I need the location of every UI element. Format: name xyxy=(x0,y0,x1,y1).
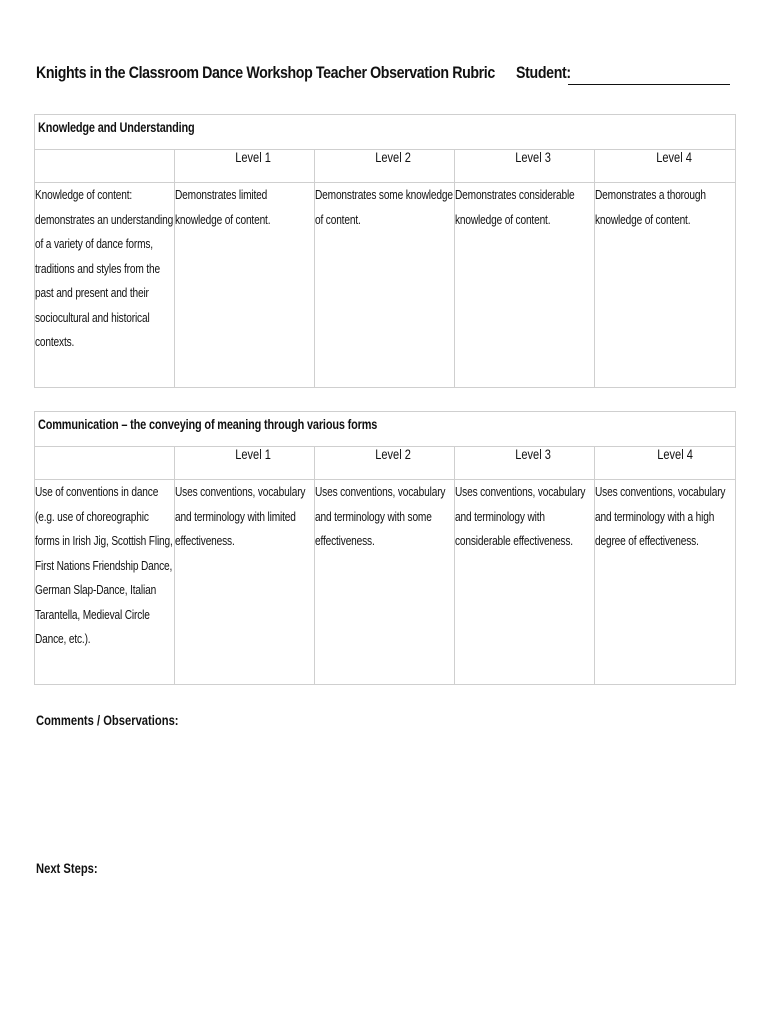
page-title: Knights in the Classroom Dance Workshop Teacher Observation Rubric xyxy=(36,64,495,82)
level-1-header: Level 1 xyxy=(235,447,272,462)
level-1-descriptor[interactable]: Uses conventions, vocabulary and terminology with limited effectiveness. xyxy=(175,484,306,548)
student-name-field[interactable] xyxy=(568,84,730,85)
section-title: Communication – the conveying of meaning through various forms xyxy=(38,416,378,432)
level-3-header: Level 3 xyxy=(515,150,552,165)
level-4-descriptor[interactable]: Demonstrates a thorough knowledge of content. xyxy=(595,187,706,227)
level-2-header: Level 2 xyxy=(375,150,412,165)
level-header-row xyxy=(35,150,736,183)
level-3-descriptor[interactable]: Uses conventions, vocabulary and terminology with considerable effectiveness. xyxy=(455,484,586,548)
level-4-header: Level 4 xyxy=(656,447,693,462)
next-steps-label: Next Steps: xyxy=(36,860,98,876)
criterion-text: Use of conventions in dance (e.g. use of choreographic forms in Irish Jig, Scottish Fling, First Nations Friendship Dance, German Slap-Dance, Italian Tarantella, Medieval Circle Dance, etc.). xyxy=(35,484,173,646)
section-title: Knowledge and Understanding xyxy=(38,119,195,135)
table-row xyxy=(35,183,736,388)
level-2-header: Level 2 xyxy=(375,447,412,462)
level-3-header: Level 3 xyxy=(515,447,552,462)
section-header-row xyxy=(35,115,736,150)
level-header-row xyxy=(35,447,736,480)
level-2-descriptor[interactable]: Demonstrates some knowledge of content. xyxy=(315,187,453,227)
criterion-header-cell xyxy=(35,447,175,480)
level-1-descriptor[interactable]: Demonstrates limited knowledge of content. xyxy=(175,187,271,227)
level-1-header: Level 1 xyxy=(235,150,272,165)
level-4-descriptor[interactable]: Uses conventions, vocabulary and terminology with a high degree of effectiveness. xyxy=(595,484,726,548)
table-row xyxy=(35,480,736,685)
communication-rubric-table xyxy=(34,411,736,685)
student-label: Student: xyxy=(516,64,571,82)
knowledge-rubric-table xyxy=(34,114,736,388)
level-3-descriptor[interactable]: Demonstrates considerable knowledge of content. xyxy=(455,187,575,227)
comments-label: Comments / Observations: xyxy=(36,712,179,728)
level-2-descriptor[interactable]: Uses conventions, vocabulary and terminology with some effectiveness. xyxy=(315,484,446,548)
criterion-header-cell xyxy=(35,150,175,183)
criterion-text: Knowledge of content: demonstrates an understanding of a variety of dance forms, traditions and styles from the past and present and their sociocultural and historical contexts. xyxy=(35,187,174,349)
section-header-row xyxy=(35,412,736,447)
level-4-header: Level 4 xyxy=(656,150,693,165)
